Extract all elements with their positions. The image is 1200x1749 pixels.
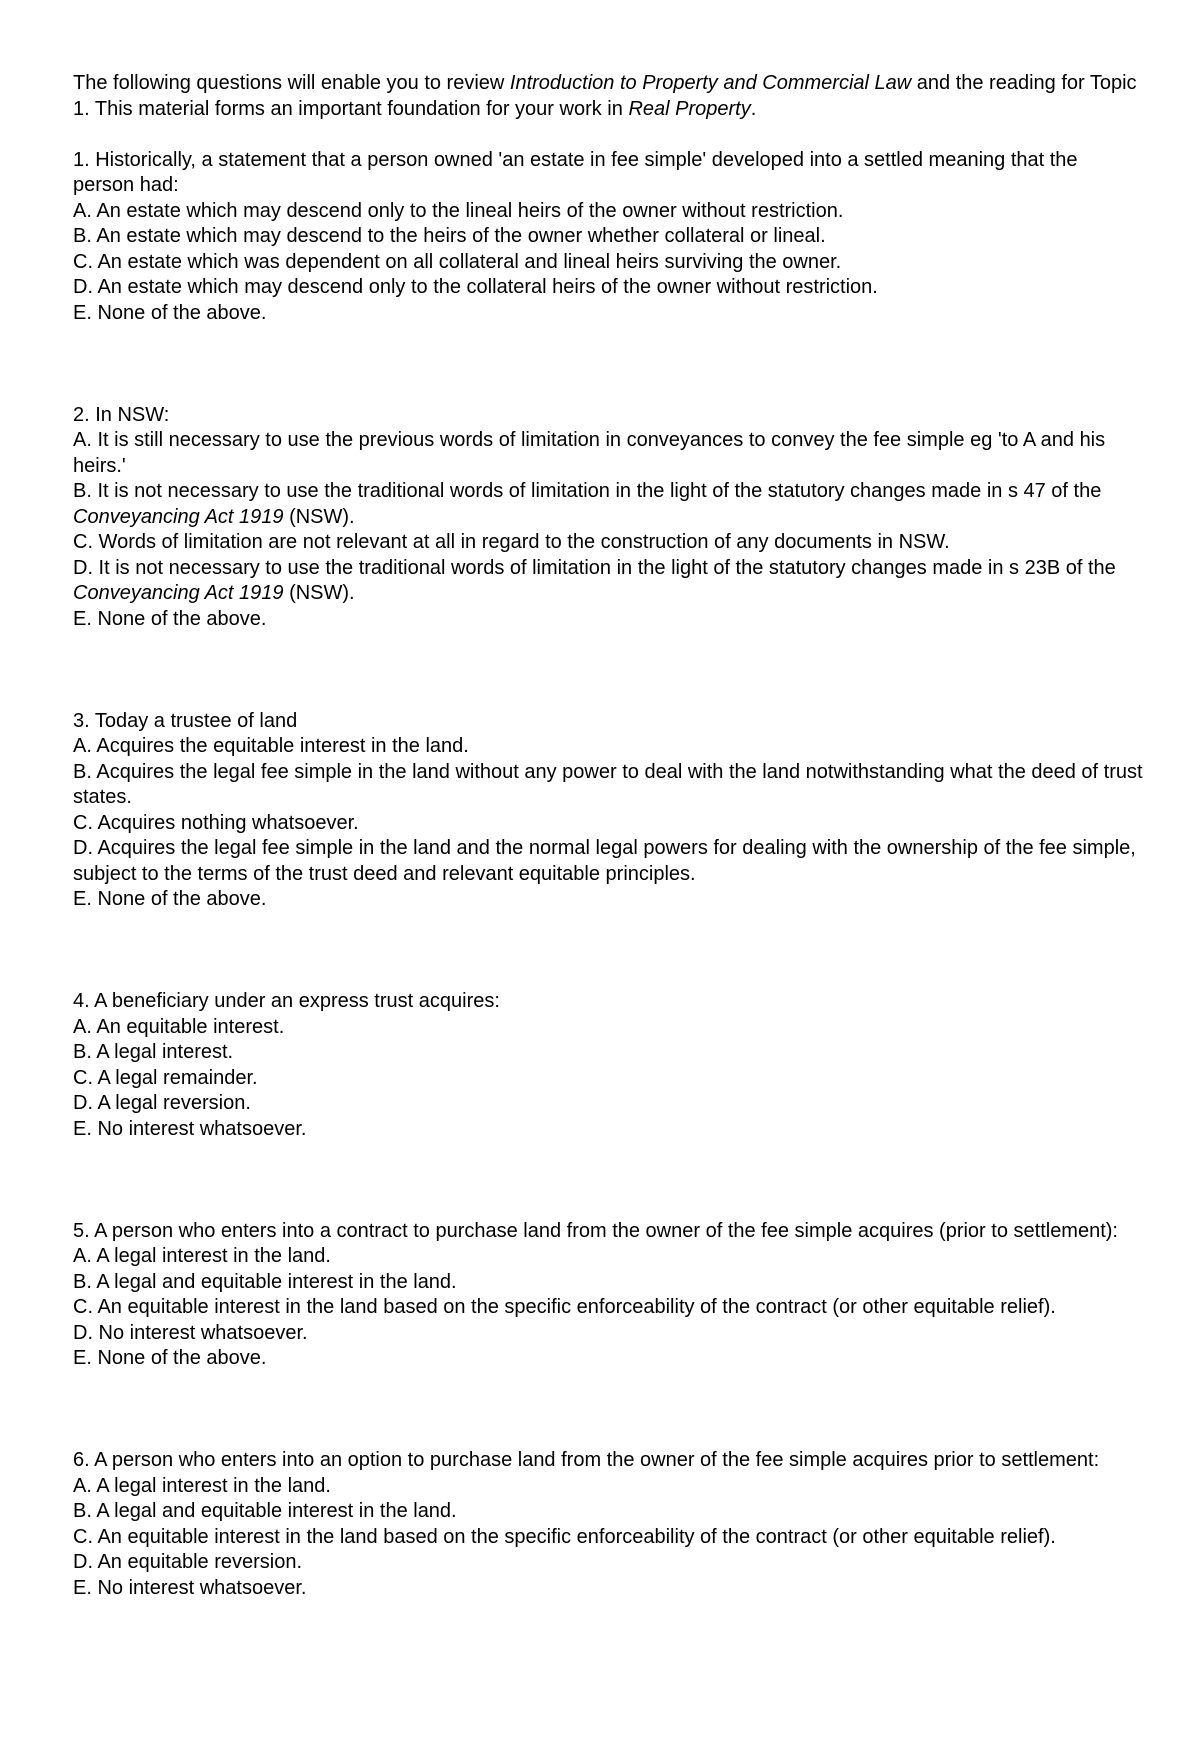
question-stem: 2. In NSW: (73, 403, 170, 426)
document-page (73, 71, 1143, 1601)
option-a: A. A legal interest in the land. (73, 1474, 331, 1497)
option-d: D. Acquires the legal fee simple in the land and the normal legal powers for dealing with the ownership of the fee simple, subject to the terms of the trust deed and relevant equitable principles. (73, 837, 1136, 885)
intro-paragraph (73, 71, 1143, 122)
option-b: B. Acquires the legal fee simple in the land without any power to deal with the land notwithstanding what the deed of trust states. (73, 760, 1143, 808)
question-stem: 1. Historically, a statement that a person owned 'an estate in fee simple' developed into a settled meaning that the person had: (73, 148, 1078, 196)
option-e: E. None of the above. (73, 301, 267, 324)
option-a: A. An estate which may descend only to the lineal heirs of the owner without restriction. (73, 199, 844, 222)
course-title-italic: Introduction to Property and Commercial Law (509, 72, 912, 94)
question-1 (73, 148, 1143, 327)
option-d: D. No interest whatsoever. (73, 1321, 308, 1344)
option-c: C. Words of limitation are not relevant at all in regard to the construction of any documents in NSW. (73, 531, 950, 553)
option-c: C. An equitable interest in the land based on the specific enforceability of the contract (or other equitable relief). (73, 1296, 1056, 1318)
statute-title-italic: Conveyancing Act 1919 (73, 505, 284, 528)
option-c: C. A legal remainder. (73, 1066, 258, 1089)
option-e: E. No interest whatsoever. (73, 1117, 307, 1140)
unit-title-italic: Real Property (628, 97, 751, 120)
option-a: A. An equitable interest. (73, 1015, 285, 1038)
question-5 (73, 1219, 1143, 1372)
question-6 (73, 1448, 1143, 1601)
option-e: E. None of the above. (73, 1347, 267, 1369)
option-b: B. An estate which may descend to the heirs of the owner whether collateral or lineal. (73, 225, 826, 247)
option-b: B. It is not necessary to use the traditional words of limitation in the light of the statutory changes made in s 47 of the Conveyancing Act 1919 (NSW). (73, 480, 1102, 528)
question-3 (73, 709, 1143, 913)
option-e: E. None of the above. (73, 607, 267, 630)
question-4 (73, 989, 1143, 1142)
option-e: E. None of the above. (73, 888, 267, 910)
option-e: E. No interest whatsoever. (73, 1576, 307, 1599)
option-a: A. It is still necessary to use the previous words of limitation in conveyances to convey the fee simple eg 'to A and his heirs.' (73, 429, 1106, 477)
option-d: D. It is not necessary to use the traditional words of limitation in the light of the statutory changes made in s 23B of the Conveyancing Act 1919 (NSW). (73, 556, 1116, 604)
option-b: B. A legal interest. (73, 1041, 234, 1063)
option-d: D. An equitable reversion. (73, 1551, 303, 1573)
option-c: C. An equitable interest in the land based on the specific enforceability of the contract (or other equitable relief). (73, 1525, 1056, 1548)
option-a: A. A legal interest in the land. (73, 1245, 331, 1267)
option-d: D. An estate which may descend only to the collateral heirs of the owner without restriction. (73, 276, 878, 298)
option-b: B. A legal and equitable interest in the land. (73, 1500, 457, 1522)
option-a: A. Acquires the equitable interest in the land. (73, 735, 469, 757)
question-stem: 5. A person who enters into a contract to purchase land from the owner of the fee simple acquires (prior to settlement): (73, 1219, 1118, 1242)
intro-text: The following questions will enable you to review Introduction to Property and Commercial Law and the reading for Topic 1. This material forms an important foundation for your work in Real Property. (73, 72, 1137, 120)
question-stem: 6. A person who enters into an option to purchase land from the owner of the fee simple acquires prior to settlement: (73, 1449, 1100, 1471)
option-b: B. A legal and equitable interest in the land. (73, 1270, 457, 1293)
question-stem: 3. Today a trustee of land (73, 709, 298, 732)
option-d: D. A legal reversion. (73, 1092, 251, 1114)
question-2 (73, 403, 1143, 633)
statute-title-italic: Conveyancing Act 1919 (73, 582, 284, 604)
option-c: C. Acquires nothing whatsoever. (73, 811, 359, 834)
option-c: C. An estate which was dependent on all collateral and lineal heirs surviving the owner. (73, 250, 842, 273)
question-stem: 4. A beneficiary under an express trust acquires: (73, 990, 500, 1012)
